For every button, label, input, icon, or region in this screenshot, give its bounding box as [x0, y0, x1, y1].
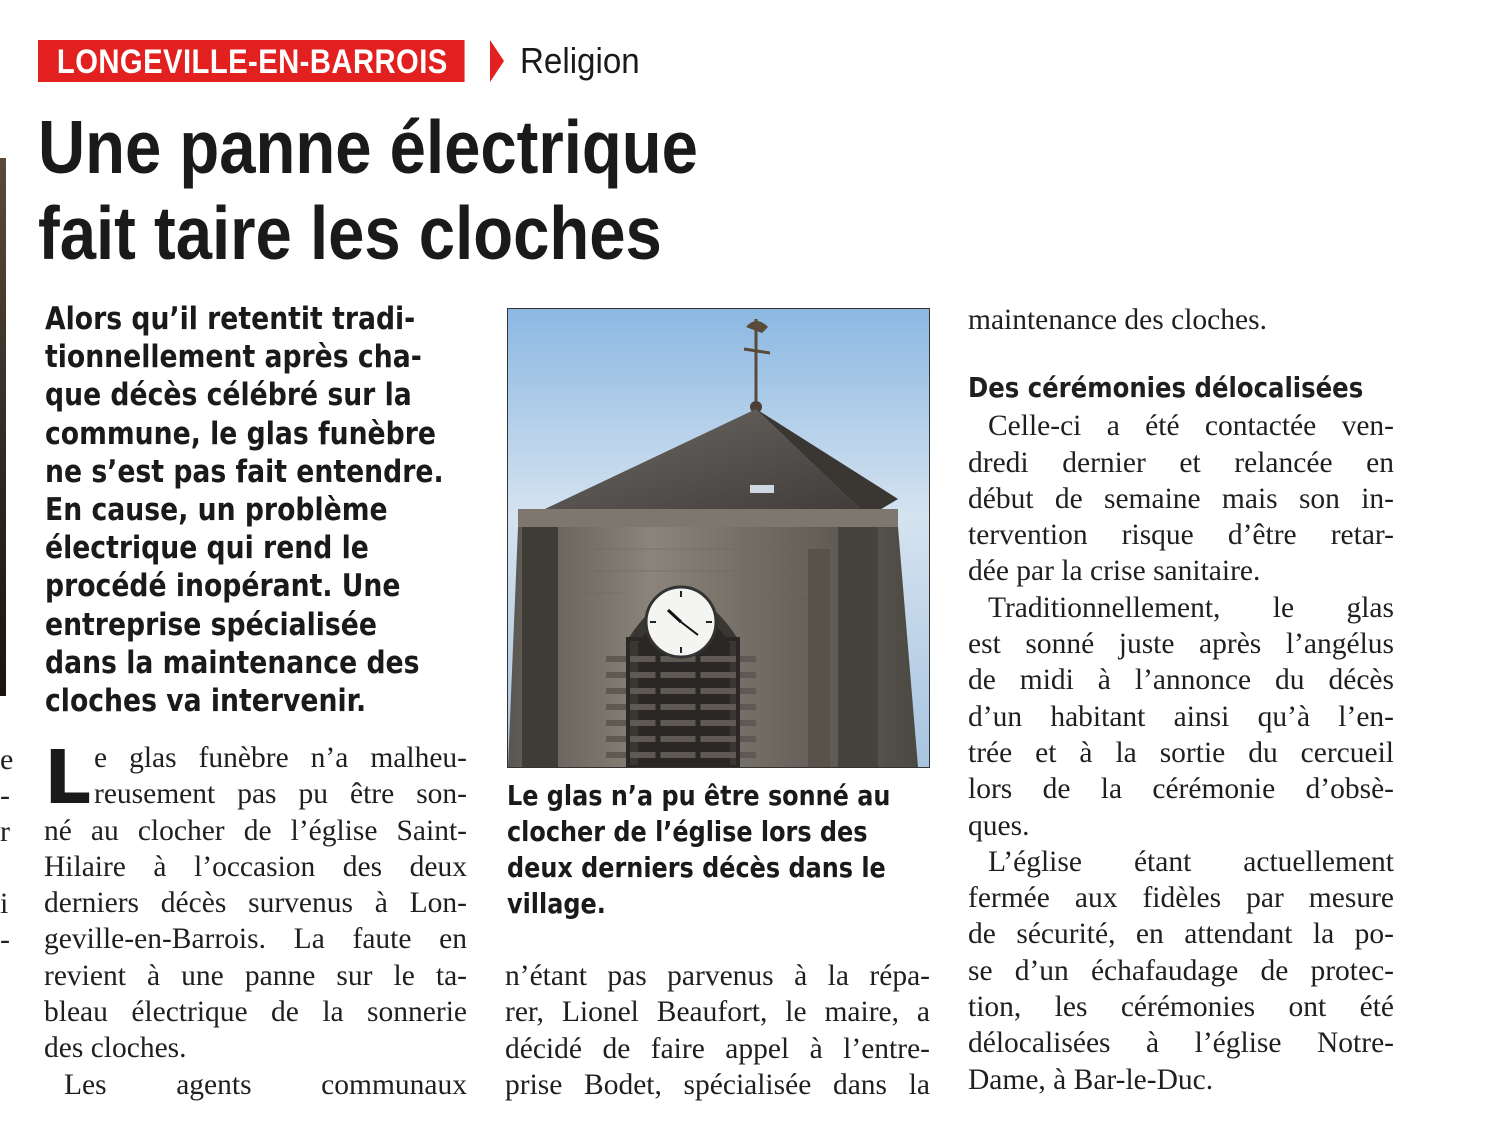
caption-line: village.: [507, 888, 606, 920]
lead-line: cloches va intervenir.: [45, 683, 367, 720]
church-tower-illustration: [508, 309, 929, 767]
adjacent-text-fragment: -: [0, 923, 10, 956]
body-line: n’étant pas parvenus à la répa-: [505, 960, 930, 992]
body-line: Hilaire à l’occasion des deux: [44, 850, 467, 883]
body-line: prise Bodet, spécialisée dans la: [505, 1068, 930, 1101]
body-line: reusement pas pu être son-: [94, 778, 467, 811]
body-line: Traditionnellement, le glas: [988, 591, 1394, 624]
body-line: revient à une panne sur le ta-: [44, 959, 467, 992]
drop-cap: L: [44, 735, 92, 821]
body-line: e glas funèbre n’a malheu-: [94, 742, 467, 774]
lead-line: En cause, un problème: [45, 492, 388, 529]
body-column-2: [505, 958, 930, 1103]
body-line: bleau électrique de la sonnerie: [44, 996, 467, 1029]
lead-line: dans la maintenance des: [45, 644, 420, 681]
adjacent-text-fragment: -: [0, 779, 10, 812]
lead-line: procédé inopérant. Une: [45, 568, 401, 605]
adjacent-text-fragment: e: [0, 743, 14, 776]
headline-line: Une panne électrique: [38, 105, 698, 189]
section-subheading: Des cérémonies délocalisées: [968, 371, 1364, 405]
lead-line: Alors qu’il retentit tradi-: [45, 301, 416, 337]
adjacent-article-photo-edge: [0, 158, 6, 696]
body-line: délocalisées à l’église Notre-: [968, 1027, 1394, 1060]
photo-caption: [507, 778, 890, 922]
body-line: Celle-ci a été contactée ven-: [988, 410, 1394, 443]
lead-line: commune, le glas funèbre: [45, 415, 436, 452]
body-line: se d’un échafaudage de protec-: [968, 954, 1394, 987]
location-tag-arrow: [490, 40, 504, 82]
body-line: ques.: [968, 809, 1030, 842]
body-line: trée et à la sortie du cercueil: [968, 736, 1394, 769]
body-line: dredi dernier et relancée en: [968, 446, 1394, 479]
location-tag: LONGEVILLE-EN-BARROIS: [38, 40, 465, 82]
rubric-label: Religion: [520, 40, 641, 81]
body-line: fermée aux fidèles par mesure: [968, 882, 1394, 915]
body-line: derniers décès survenus à Lon-: [44, 887, 467, 920]
body-line: des cloches.: [44, 1032, 187, 1065]
body-line: de sécurité, en attendant la po-: [968, 918, 1394, 951]
body-line: décidé de faire appel à l’entre-: [505, 1032, 930, 1065]
lead-line: que décès célébré sur la: [45, 377, 412, 414]
body-line: geville-en-Barrois. La faute en: [44, 923, 467, 956]
adjacent-text-fragment: r: [0, 815, 10, 848]
headline-line: fait taire les cloches: [38, 191, 662, 275]
body-line: de midi à l’annonce du décès: [968, 664, 1394, 697]
body-line: Dame, à Bar-le-Duc.: [968, 1063, 1214, 1096]
body-line: rer, Lionel Beaufort, le maire, a: [505, 996, 930, 1029]
body-line: né au clocher de l’église Saint-: [44, 814, 467, 847]
lead-line: tionnellement après cha-: [45, 339, 422, 376]
body-column-1: [44, 735, 467, 1103]
body-column-3: [968, 302, 1394, 1098]
caption-line: Le glas n’a pu être sonné au: [507, 780, 891, 812]
body-line: maintenance des cloches.: [968, 304, 1267, 336]
kicker: [38, 40, 650, 82]
body-line: Les agents communaux: [64, 1068, 467, 1101]
body-line: d’un habitant ainsi qu’à l’en-: [968, 700, 1394, 733]
lead-line: électrique qui rend le: [45, 530, 369, 567]
headline: [38, 104, 698, 276]
lead-line: ne s’est pas fait entendre.: [45, 453, 444, 490]
body-line: L’église étant actuellement: [988, 845, 1394, 878]
church-bell-tower-photo: [507, 308, 930, 768]
body-line: dée par la crise sanitaire.: [968, 555, 1261, 588]
adjacent-text-fragment: i: [0, 887, 9, 920]
body-line: est sonné juste après l’angélus: [968, 628, 1394, 661]
lead-paragraph: [45, 300, 444, 720]
body-line: tion, les cérémonies ont été: [968, 991, 1394, 1024]
caption-line: deux derniers décès dans le: [507, 852, 886, 884]
lead-line: entreprise spécialisée: [45, 606, 377, 643]
body-line: début de semaine mais son in-: [968, 482, 1394, 515]
body-line: lors de la cérémonie d’obsè-: [968, 773, 1394, 806]
body-line: tervention risque d’être retar-: [968, 519, 1394, 552]
caption-line: clocher de l’église lors des: [507, 816, 868, 848]
